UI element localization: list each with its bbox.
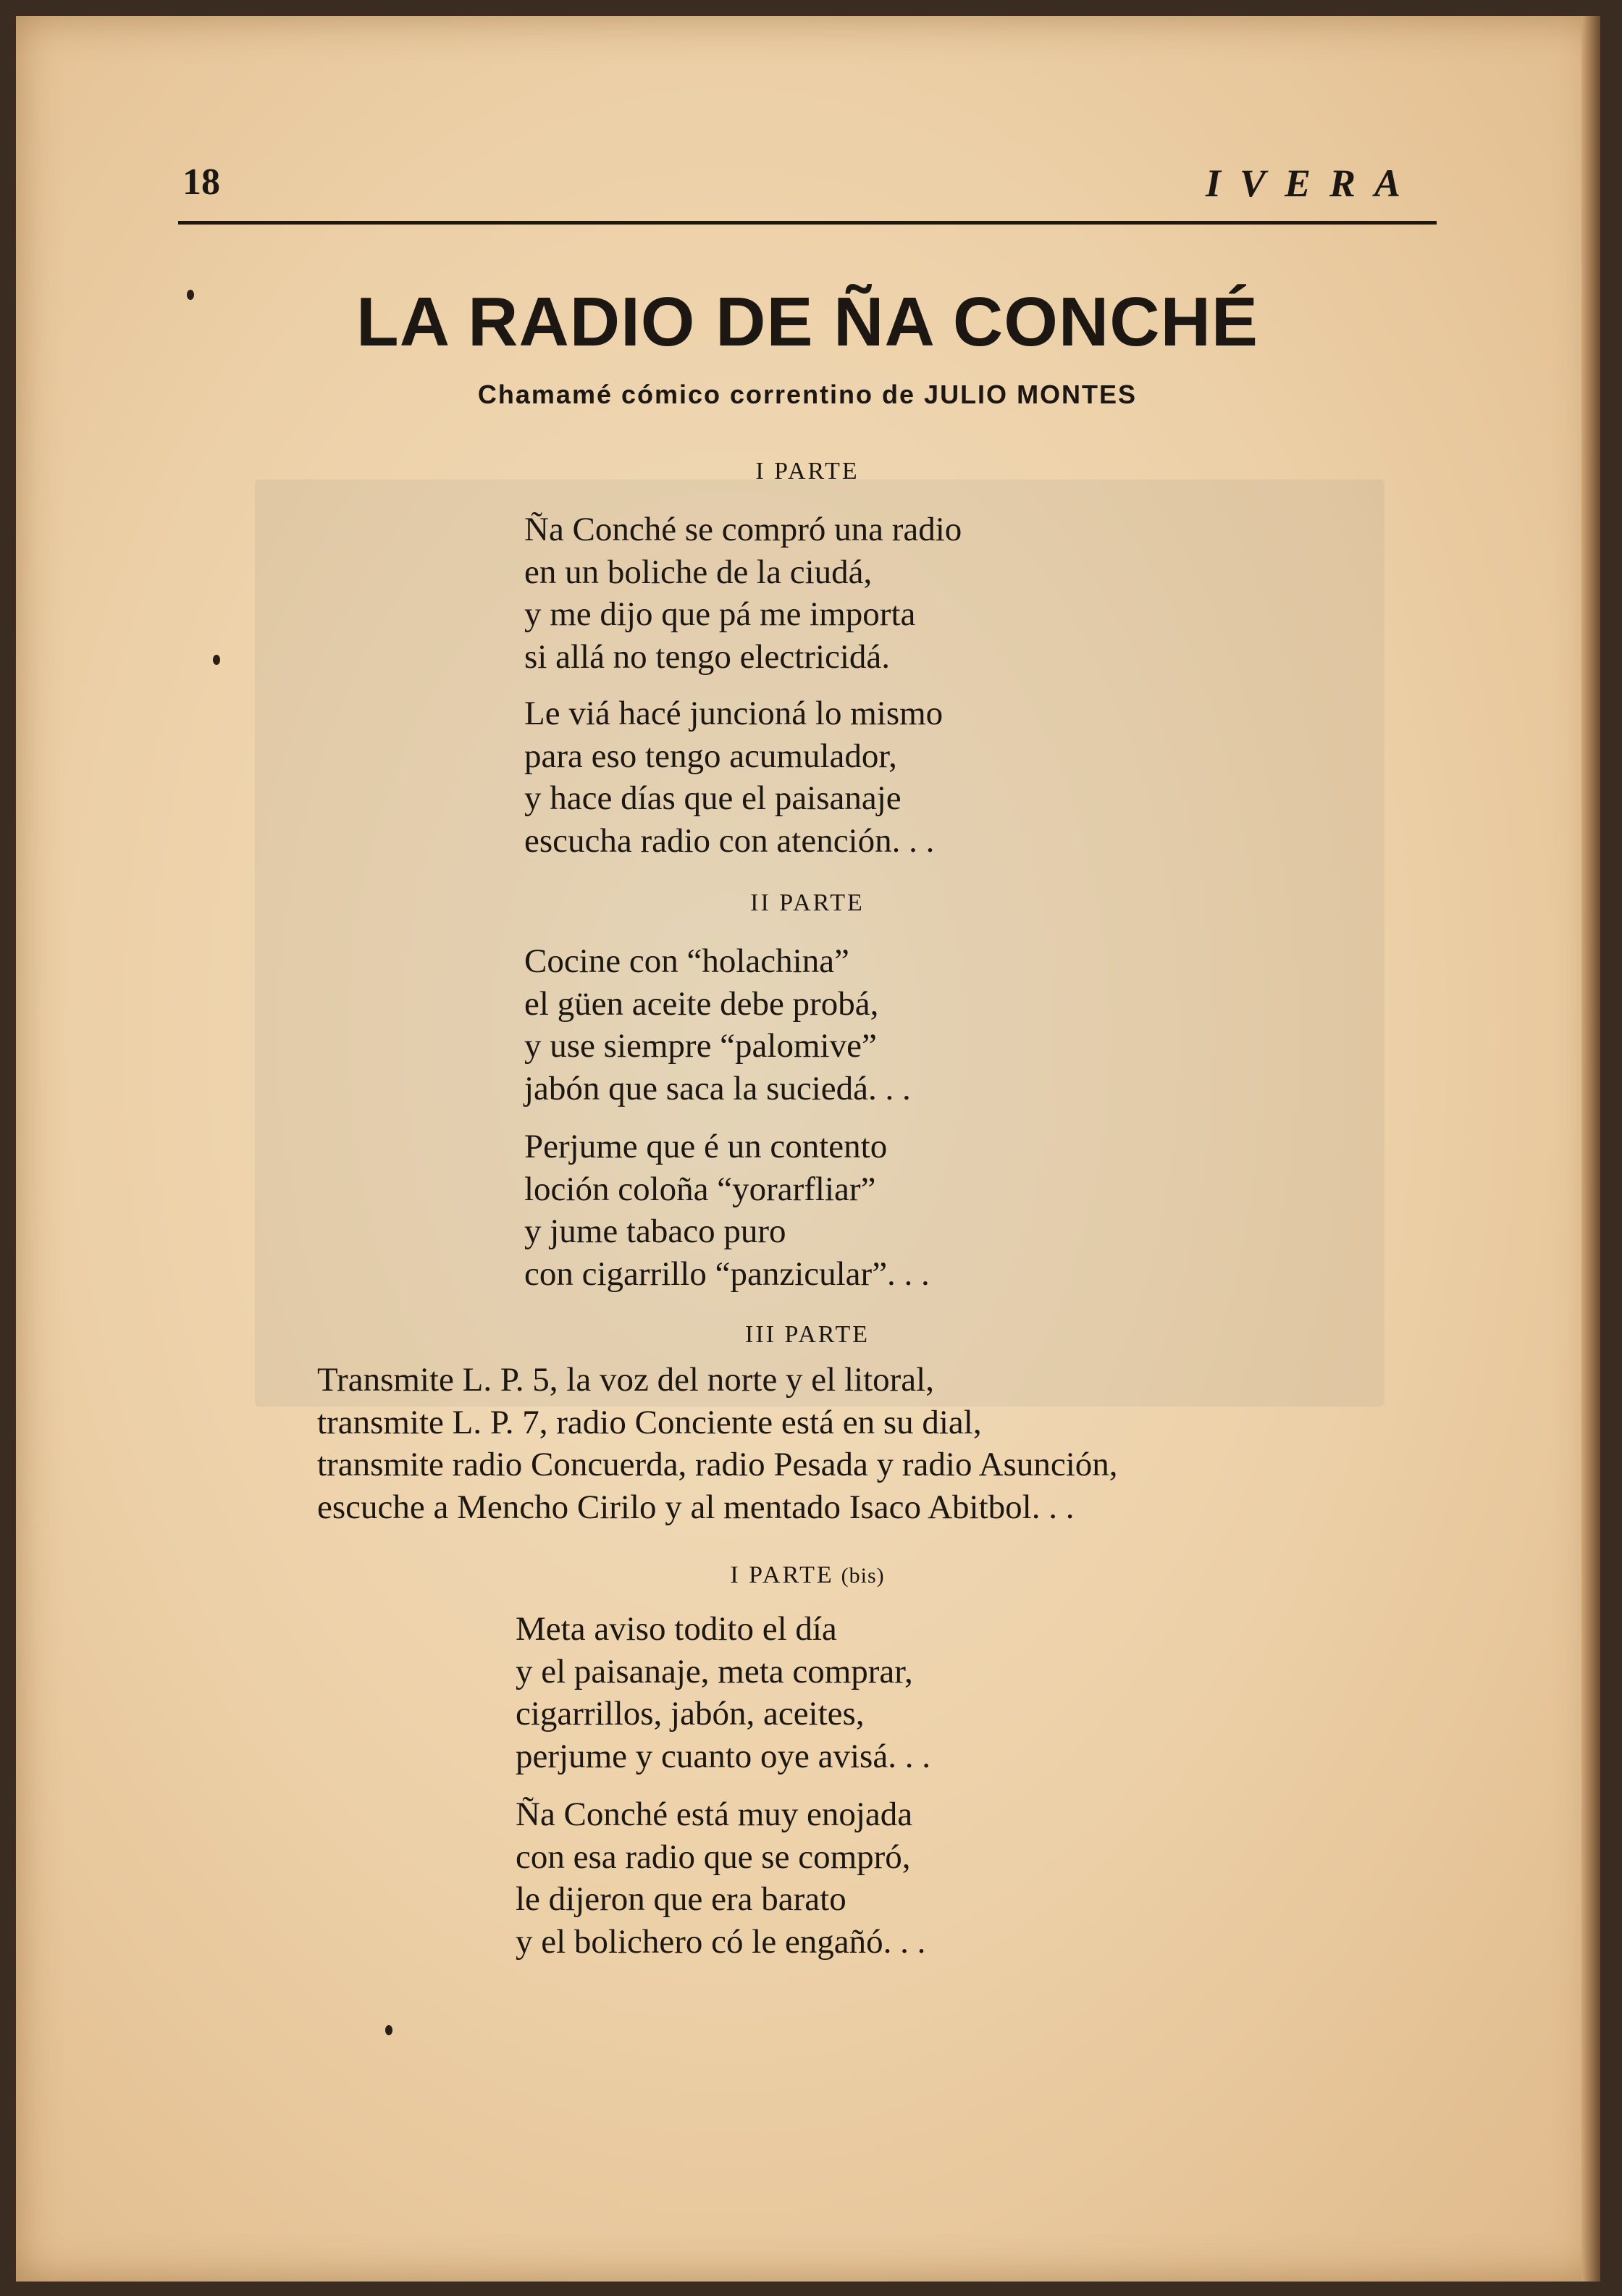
stanza-2 [524, 692, 943, 862]
verse-line: para eso tengo acumulador, [524, 737, 897, 775]
verse-line: perjume y cuanto oye avisá. . . [516, 1737, 930, 1775]
ink-speck [213, 655, 220, 665]
verse-line: en un boliche de la ciudá, [524, 553, 873, 591]
verse-line: Ña Conché se compró una radio [524, 511, 962, 548]
stanza-7 [516, 1793, 925, 1963]
verse-line: y el bolichero có le engañó. . . [516, 1922, 926, 1961]
stanza-1 [524, 508, 962, 678]
verse-line: Cocine con “holachina” [524, 942, 849, 980]
part-heading-label: I PARTE [730, 1562, 834, 1588]
verse-line: y hace días que el paisanaje [524, 779, 902, 817]
page-edge [1581, 16, 1600, 2282]
magazine-page [16, 16, 1600, 2282]
verse-line: Transmite L. P. 5, la voz del norte y el litoral, [317, 1361, 934, 1399]
stanza-5 [317, 1359, 1118, 1528]
verse-line: con cigarrillo “panzicular”. . . [524, 1254, 930, 1293]
part-heading-2: II PARTE [750, 889, 865, 916]
article-subtitle: Chamamé cómico correntino de JULIO MONTES [477, 380, 1138, 409]
verse-line: y me dijo que pá me importa [524, 595, 916, 633]
verse-line: Perjume que é un contento [524, 1128, 888, 1165]
stanza-3 [524, 940, 911, 1110]
header-rule [178, 221, 1437, 225]
ink-speck [187, 290, 194, 300]
verse-line: escuche a Mencho Cirilo y al mentado Isaco Abitbol. . . [317, 1488, 1075, 1526]
stanza-4 [524, 1126, 930, 1295]
verse-line: y jume tabaco puro [524, 1212, 786, 1250]
article-title: LA RADIO DE ÑA CONCHÉ [356, 283, 1258, 361]
part-heading-4 [178, 1562, 1437, 1589]
verse-line: loción coloña “yorarfliar” [524, 1170, 876, 1208]
magazine-title: IVERA [1205, 162, 1419, 205]
verse-line: y el paisanaje, meta comprar, [516, 1652, 913, 1690]
verse-line: transmite radio Concuerda, radio Pesada y radio Asunción, [317, 1446, 1118, 1483]
verse-line: Le viá hacé juncioná lo mismo [524, 695, 944, 732]
part-heading-suffix: (bis) [841, 1564, 885, 1588]
verse-line: con esa radio que se compró, [516, 1838, 911, 1876]
verse-line: escucha radio con atención. . . [524, 821, 935, 860]
verse-line: si allá no tengo electricidá. [524, 637, 891, 676]
verse-line: transmite L. P. 7, radio Conciente está en su dial, [317, 1403, 982, 1441]
verse-line: cigarrillos, jabón, aceites, [516, 1695, 865, 1733]
ink-speck [385, 2025, 392, 2035]
verse-line: jabón que saca la suciedá. . . [524, 1069, 911, 1107]
part-heading-1: I PARTE [755, 458, 860, 485]
verse-line: el güen aceite debe probá, [524, 984, 879, 1023]
verse-line: y use siempre “palomive” [524, 1027, 877, 1065]
part-heading-3: III PARTE [745, 1321, 870, 1348]
stanza-6 [516, 1608, 930, 1777]
verse-line: Meta aviso todito el día [516, 1610, 837, 1648]
verse-line: Ña Conché está muy enojada [516, 1796, 913, 1833]
verse-line: le dijeron que era barato [516, 1880, 846, 1918]
page-number: 18 [182, 162, 220, 203]
